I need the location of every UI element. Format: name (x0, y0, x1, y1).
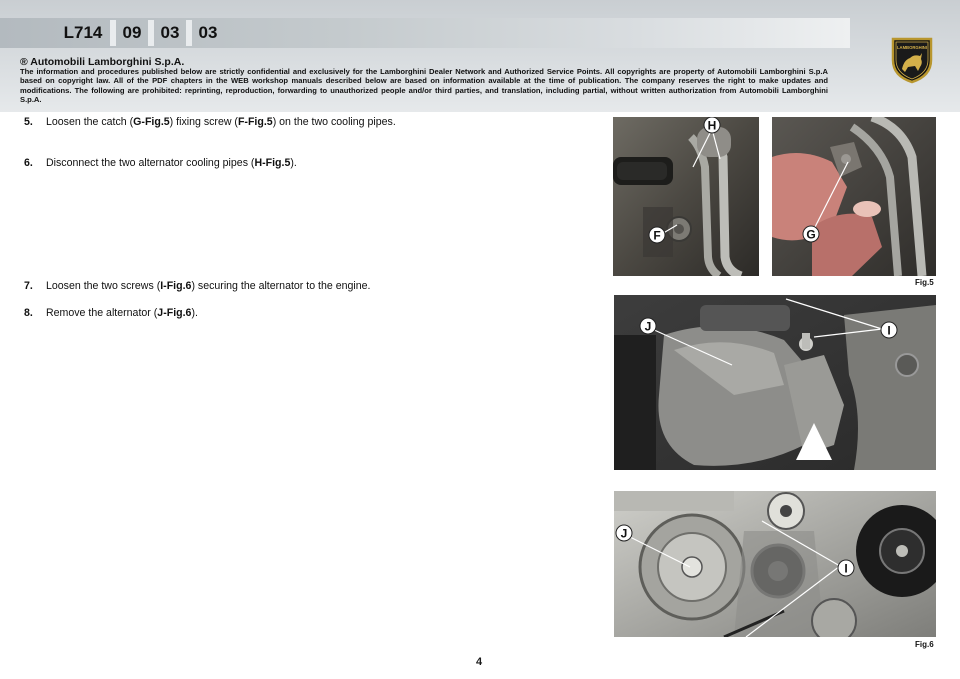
reference: H-Fig.5 (254, 157, 291, 169)
brand-title: ® Automobili Lamborghini S.p.A. (20, 56, 185, 68)
fig5-label: Fig.5 (915, 278, 934, 287)
reference: F-Fig.5 (237, 116, 273, 128)
fig6-bottom-callouts (614, 491, 936, 637)
copyright-disclaimer: The information and procedures published below are strictly confidential and exclusively for the Lamborghini Dealer Network and Authorized Service Points. All copyrights are property of Automobili Lamborghini S.p.A based on copyright law. All of the PDF chapters in the WEB workshop manuals described below are based on information available at the time of publication. The company reserves the right to make updates and modifications. The following are prohibited: reprinting, reproduction, forwarding to unauthorized people and/or third parties, and translation, including partial, without written authorization from Automobili Lamborghini S.p.A. (20, 67, 828, 105)
page-number: 4 (476, 656, 483, 668)
reference: I-Fig.6 (160, 280, 192, 292)
code-subgroup: 03 (160, 23, 180, 42)
svg-text:G: G (806, 227, 816, 242)
svg-text:F: F (653, 228, 661, 243)
code-section: 03 (198, 23, 218, 42)
reference: J-Fig.6 (157, 307, 192, 319)
step-number: 8. (24, 307, 33, 319)
code-model: L714 (63, 23, 103, 42)
step-7: 7. Loosen the two screws (I-Fig.6) securing the alternator to the engine. (24, 280, 371, 292)
fig5-left-callouts (613, 117, 759, 276)
callout-i (838, 560, 854, 576)
step-8: 8. Remove the alternator (J-Fig.6). (24, 307, 198, 319)
lamborghini-logo (890, 36, 934, 84)
svg-text:J: J (644, 319, 652, 334)
fig6-top-callouts (614, 295, 936, 470)
svg-text:I: I (844, 561, 848, 576)
callout-j (640, 318, 656, 334)
step-5: 5. Loosen the catch (G-Fig.5) fixing screw (F-Fig.5) on the two cooling pipes. (24, 116, 396, 128)
svg-text:J: J (620, 526, 628, 541)
callout-i (881, 322, 897, 338)
callout-g (803, 226, 819, 242)
reference: G-Fig.5 (133, 116, 170, 128)
fig5-right-callouts (772, 117, 936, 276)
code-group: 09 (122, 23, 142, 42)
callout-j (616, 525, 632, 541)
svg-text:LAMBORGHINI: LAMBORGHINI (896, 45, 928, 50)
svg-text:I: I (887, 323, 891, 338)
svg-text:H: H (707, 118, 717, 133)
callout-h (704, 117, 720, 133)
step-number: 6. (24, 157, 33, 169)
fig6-label: Fig.6 (915, 640, 934, 649)
step-number: 7. (24, 280, 33, 292)
step-number: 5. (24, 116, 33, 128)
document-code-bar (0, 18, 850, 48)
callout-f (649, 227, 665, 243)
step-6: 6. Disconnect the two alternator cooling pipes (H-Fig.5). (24, 157, 297, 169)
